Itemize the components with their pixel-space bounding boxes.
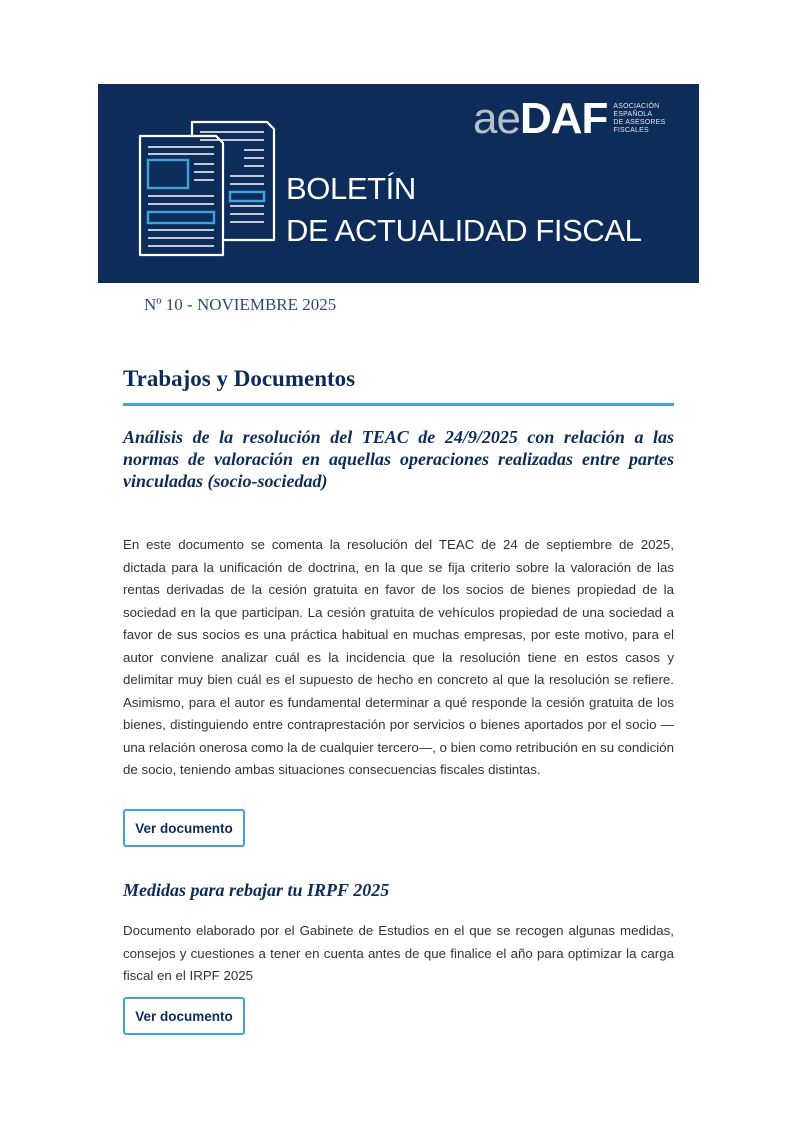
article-body: Documento elaborado por el Gabinete de Estudios en el que se recogen algunas medidas, consejos y cuestiones a tener en cuenta antes de que finalice el año para optimizar la carga fiscal en el IRPF 2025: [123, 923, 674, 983]
section-title: Trabajos y Documentos: [123, 366, 356, 391]
bulletin-title-line1: BOLETÍN: [286, 171, 416, 206]
view-document-button[interactable]: Ver documento: [123, 809, 245, 847]
article-title[interactable]: Análisis de la resolución del TEAC de 24/9/2025 con relación a las normas de valoración en aquellas operaciones realizadas entre partes vinculadas (socio-sociedad): [123, 427, 674, 491]
bulletin-title-line2: DE ACTUALIDAD FISCAL: [286, 213, 642, 248]
newsletter-documents-icon: [134, 120, 284, 265]
article-body: En este documento se comenta la resolución del TEAC de 24 de septiembre de 2025, dictada para la unificación de doctrina, en la que se fija criterio sobre la valoración de las rentas derivadas de la cesión gratuita en favor de los socios de bienes propiedad de la sociedad en la que participan. La cesión gratuita de vehículos propiedad de una sociedad a favor de sus socios es una práctica habitual en muchas empresas, por este motivo, para el autor conviene analizar cuál es la incidencia que la resolución tiene en estos casos y delimitar muy bien cuál es el supuesto de hecho en concreto al que la resolución se refiere. Asimismo, para el autor es fundamental determinar a qué responde la cesión gratuita de los bienes, distinguiendo entre contraprestación por servicios o bienes aportados por el socio —una relación onerosa como la de cualquier tercero—, o bien como retribución en su condición de socio, teniendo ambas situaciones consecuencias fiscales distintas.: [123, 537, 674, 777]
view-document-button[interactable]: Ver documento: [123, 997, 245, 1035]
logo-subtitle: ASOCIACIÓN ESPAÑOLA DE ASESORES FISCALES: [613, 103, 666, 134]
header-banner: [98, 84, 699, 283]
issue-number: Nº 10 - NOVIEMBRE 2025: [144, 295, 337, 314]
article-title[interactable]: Medidas para rebajar tu IRPF 2025: [123, 880, 390, 900]
logo-wordmark: aeDAF: [473, 94, 608, 143]
section-divider: [123, 403, 674, 406]
aedaf-logo: [473, 94, 666, 143]
